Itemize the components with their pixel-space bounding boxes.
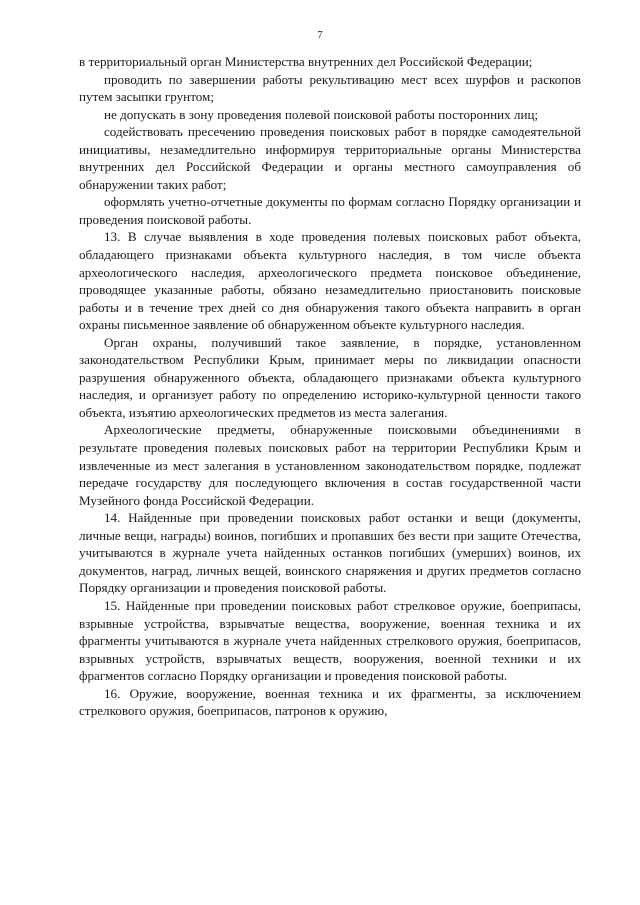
paragraph-archaeological-items: Археологические предметы, обнаруженные поисковыми объединениями в результате проведения полевых поисковых работ на территории Республики Крым и извлеченные из мест залегания в установленном законодательством порядке, подлежат передаче государству для последующего включения в состав государственной части Музейного фонда Российской Федерации. bbox=[79, 422, 581, 508]
paragraph-assist-suppression: содействовать пресечению проведения поисковых работ в порядке самодеятельной инициативы, незамедлительно информируя территориальные органы Министерства внутренних дел Российской Федерации и органы местного самоуправления об обнаружении таких работ; bbox=[79, 124, 581, 192]
paragraph-continuation: в территориальный орган Министерства внутренних дел Российской Федерации; bbox=[79, 54, 533, 69]
paragraph-clause-16: 16. Оружие, вооружение, военная техника и их фрагменты, за исключением стрелкового оружия, боеприпасов, патронов к оружию, bbox=[79, 685, 581, 719]
document-body bbox=[79, 53, 581, 720]
paragraph-reporting-documents: оформлять учетно-отчетные документы по формам согласно Порядку организации и проведения поисковой работы. bbox=[79, 194, 581, 227]
paragraph-clause-14: 14. Найденные при проведении поисковых работ останки и вещи (документы, личные вещи, награды) воинов, погибших и пропавших без вести при защите Отечества, учитываются в журнале учета найденных останков погибших (умерших) воинов, их документов, наград, личных вещей, воинского снаряжения и других предметов согласно Порядку организации и проведения поисковой работы. bbox=[79, 510, 581, 596]
page-number: 7 bbox=[317, 29, 323, 41]
paragraph-reclamation: проводить по завершении работы рекультивацию мест всех шурфов и раскопов путем засыпки грунтом; bbox=[79, 71, 581, 105]
paragraph-clause-15: 15. Найденные при проведении поисковых работ стрелковое оружие, боеприпасы, взрывные устройства, взрывчатые вещества, вооружение, военная техника и их фрагменты учитываются в журнале учета найденных стрелкового оружия, боеприпасов, взрывных устройств, взрывчатых веществ, вооружения, военной техники и их фрагментов согласно Порядку организации и проведения поисковой работы. bbox=[79, 597, 581, 684]
paragraph-no-outsiders: не допускать в зону проведения полевой поисковой работы посторонних лиц; bbox=[104, 106, 539, 122]
paragraph-clause-13: 13. В случае выявления в ходе проведения полевых поисковых работ объекта, обладающего признаками объекта культурного наследия, в том числе объекта археологического наследия, археологического предмета поисковое объединение, проводящее указанные работы, обязано незамедлительно приостановить поисковые работы и в течение трех дней со дня обнаружения такого объекта направить в орган охраны письменное заявление об обнаруженном объекте культурного наследия. bbox=[79, 229, 581, 333]
paragraph-protection-authority: Орган охраны, получивший такое заявление, в порядке, установленном законодательством Республики Крым, принимает меры по ликвидации опасности разрушения обнаруженного объекта, обладающего признаками объекта культурного наследия, и организует работу по определению историко-культурной ценности такого объекта, изъятию археологических предметов из места залегания. bbox=[79, 334, 581, 420]
